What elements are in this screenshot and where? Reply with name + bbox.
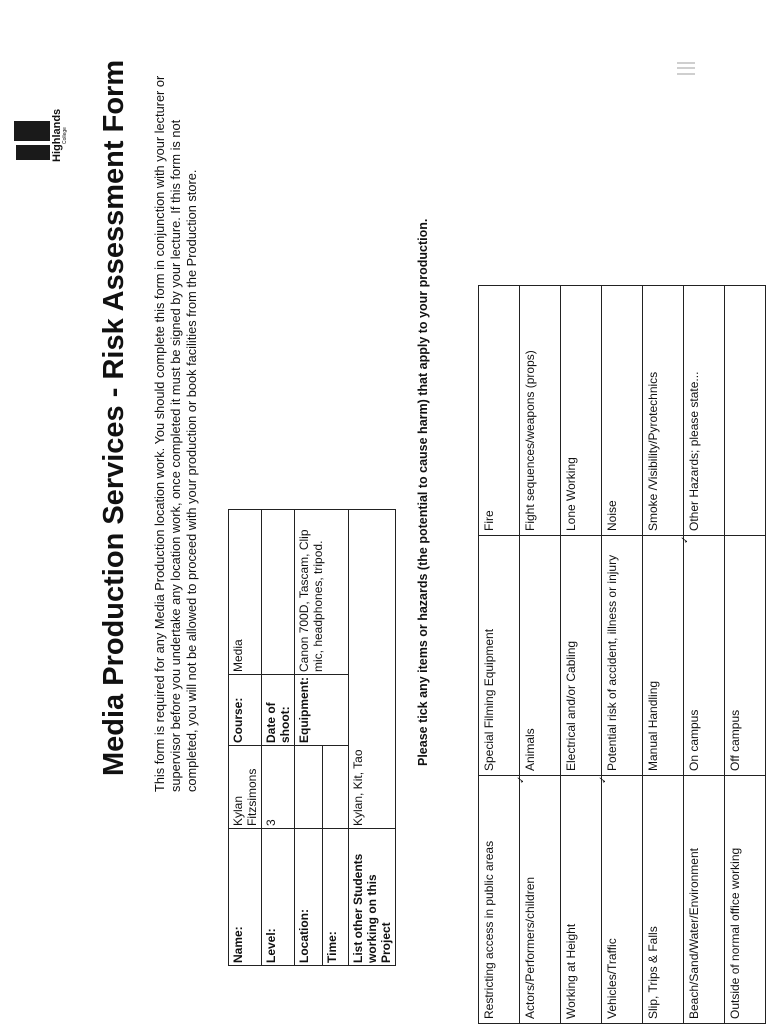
hazard-label: Electrical and/or Cabling — [564, 640, 578, 771]
hazard-table — [478, 285, 766, 1024]
table-row — [561, 286, 602, 1024]
logo-name: Highlands — [51, 108, 63, 162]
hazard-cell[interactable] — [516, 536, 561, 784]
hazard-prompt: Please tick any items or hazards (the potential to cause harm) that apply to your production. — [416, 218, 430, 766]
location-value — [295, 746, 323, 829]
level-label: Level: — [262, 829, 295, 966]
page-title: Media Production Services - Risk Assessment Form — [98, 59, 130, 776]
hazard-cell[interactable] — [643, 536, 684, 776]
hazard-cell[interactable] — [561, 286, 602, 536]
time-label: Time: — [323, 829, 349, 966]
hazard-label: Other Hazards; please state... — [687, 371, 701, 531]
course-label: Course: — [229, 675, 262, 746]
level-value: 3 — [262, 746, 295, 829]
hazard-cell[interactable] — [643, 776, 684, 1024]
table-row — [295, 510, 323, 966]
logo-mark-left — [16, 145, 50, 160]
hazard-cell[interactable] — [479, 536, 520, 776]
hazard-cell[interactable] — [725, 536, 766, 776]
hazard-label: Working at Height — [564, 923, 578, 1019]
course-value: Media — [229, 510, 262, 675]
hazard-label: Animals — [523, 728, 537, 771]
logo-sub: College — [62, 127, 68, 144]
hazard-label: Slip, Trips & Falls — [646, 926, 660, 1019]
table-row — [229, 510, 262, 966]
hazard-label: Outside of normal office working — [728, 847, 742, 1019]
hazard-cell[interactable] — [479, 286, 520, 536]
table-row — [262, 510, 295, 966]
table-row — [602, 286, 643, 1024]
hazard-label: Off campus — [728, 709, 742, 771]
table-row — [725, 286, 766, 1024]
hazard-cell[interactable] — [598, 536, 643, 784]
tick-icon: ✓ — [680, 535, 691, 544]
hazard-cell[interactable] — [602, 776, 643, 1024]
table-row — [643, 286, 684, 1024]
location-label: Location: — [295, 829, 323, 966]
hazard-cell[interactable] — [561, 776, 602, 1024]
hazard-label: Noise — [605, 500, 619, 531]
hazard-label: On campus — [687, 709, 701, 771]
others-value: Kylan, Kit, Tao — [349, 510, 396, 829]
name-value: Kylan Fitzsimons — [229, 746, 262, 829]
others-label: List other Students working on this Project — [349, 829, 396, 966]
time-value — [323, 746, 349, 829]
logo-mark-right — [14, 121, 50, 141]
equipment-label: Equipment: — [295, 675, 349, 746]
hazard-cell[interactable] — [684, 776, 725, 1024]
hazard-cell[interactable] — [479, 776, 520, 1024]
hazard-label: Smoke /Visibility/Pyrotechnics — [646, 371, 660, 531]
hazard-label: Vehicles/Traffic — [605, 938, 619, 1019]
info-table — [228, 509, 396, 966]
table-row — [479, 286, 520, 1024]
table-row — [349, 510, 396, 966]
hazard-label: Fire — [482, 510, 496, 531]
hazard-cell[interactable] — [725, 776, 766, 1024]
hazard-cell[interactable] — [520, 286, 561, 536]
table-row — [684, 286, 725, 1024]
hazard-label: Potential risk of accident, illness or injury — [605, 554, 619, 771]
hazard-label: Manual Handling — [646, 680, 660, 771]
date-label: Date of shoot: — [262, 675, 295, 746]
hazard-cell[interactable] — [643, 286, 684, 536]
table-row — [520, 286, 561, 1024]
hazard-cell[interactable] — [520, 776, 561, 1024]
hazard-label: Beach/Sand/Water/Environment — [687, 848, 701, 1019]
date-value — [262, 510, 295, 675]
hazard-cell[interactable] — [602, 286, 643, 536]
tick-icon: ✓ — [598, 775, 609, 784]
hazard-label: Fight sequences/weapons (props) — [523, 350, 537, 531]
hazard-cell[interactable] — [680, 286, 725, 544]
name-label: Name: — [229, 829, 262, 966]
intro-text: This form is required for any Media Production location work. You should complete this form in conjunction with your lecturer or supervisor before you undertake any location work, once completed it must be signed by your lecture. If this form is not completed, you will not be allowed to proceed with your production or book facilities from the Production store. — [152, 75, 199, 792]
college-logo — [10, 46, 66, 166]
hazard-label: Special Filming Equipment — [482, 628, 496, 771]
tick-icon: ✓ — [516, 775, 527, 784]
hazard-cell[interactable] — [725, 286, 766, 536]
equipment-value: Canon 700D, Tascam, Clip mic, headphones, tripod. — [295, 510, 349, 675]
hazard-label: Lone Working — [564, 457, 578, 531]
hazard-cell[interactable] — [561, 536, 602, 776]
hazard-cell[interactable] — [684, 536, 725, 776]
hazard-label: Actors/Performers/children — [523, 876, 537, 1019]
hazard-label: Restricting access in public areas — [482, 840, 496, 1019]
